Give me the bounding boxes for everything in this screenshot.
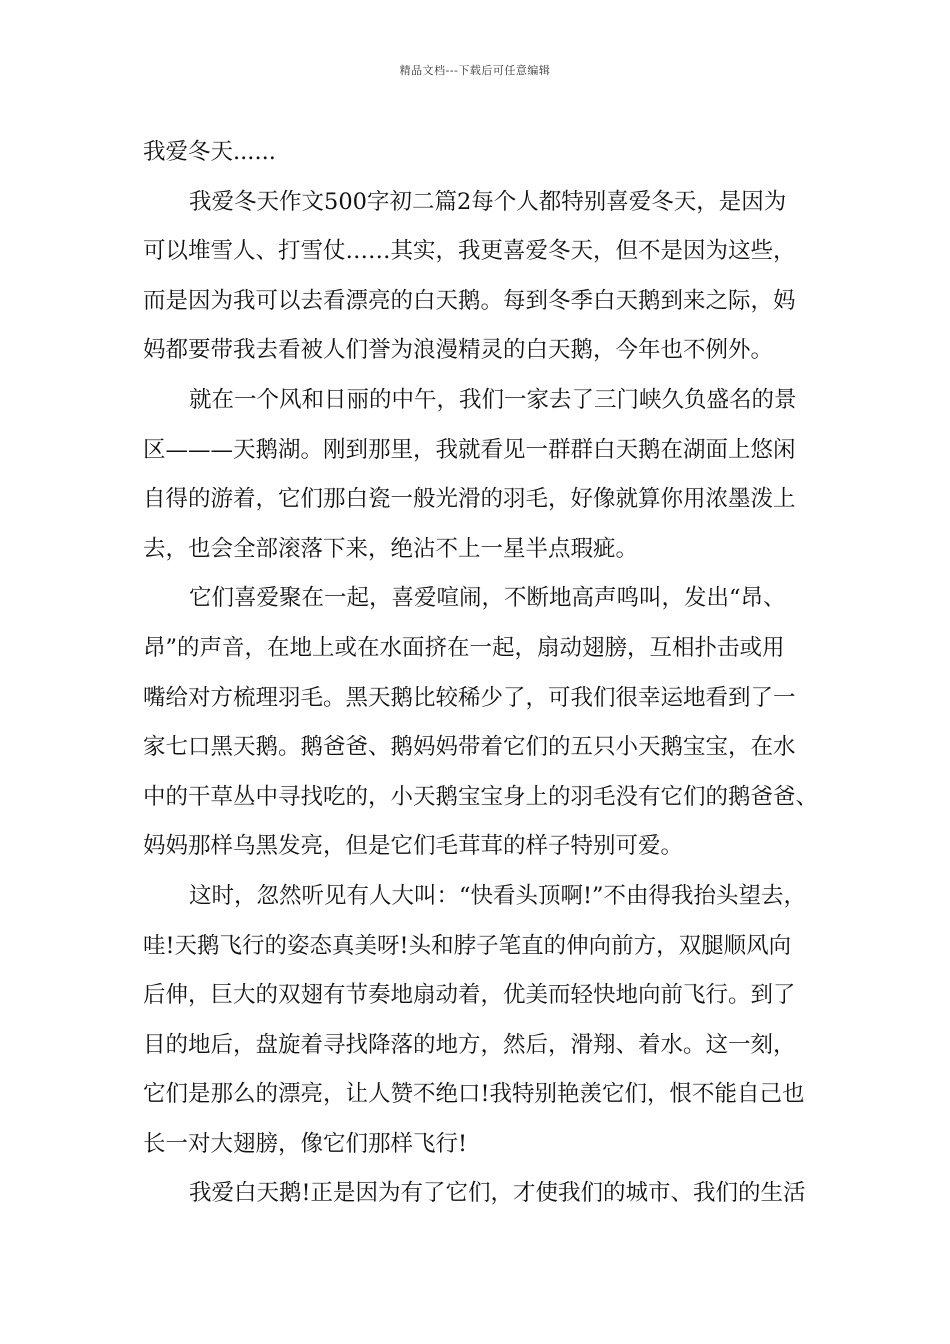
text-line: 它们喜爱聚在一起，喜爱喧闹，不断地高声鸣叫，发出“昂、 [189, 585, 786, 612]
text-line: 可以堆雪人、打雪仗……其实，我更喜爱冬天，但不是因为这些， [143, 238, 796, 265]
text-line: 而是因为我可以去看漂亮的白天鹅。每到冬季白天鹅到来之际，妈 [143, 287, 796, 314]
text-line: 我爱冬天作文500字初二篇2每个人都特别喜爱冬天，是因为 [189, 188, 787, 215]
text-line: 妈都要带我去看被人们誉为浪漫精灵的白天鹅，今年也不例外。 [143, 337, 774, 364]
text-line: 昂”的声音，在地上或在水面挤在一起，扇动翅膀，互相扑击或用 [143, 634, 785, 661]
text-line: 中的干草丛中寻找吃的，小天鹅宝宝身上的羽毛没有它们的鹅爸爸、 [143, 783, 819, 810]
text-line: 我爱白天鹅!正是因为有了它们，才使我们的城市、我们的生活 [189, 1180, 806, 1207]
text-line: 去，也会全部滚落下来，绝沾不上一星半点瑕疵。 [143, 535, 639, 562]
text-line: 家七口黑天鹅。鹅爸爸、鹅妈妈带着它们的五只小天鹅宝宝，在水 [143, 734, 796, 761]
text-line: 后伸，巨大的双翅有节奏地扇动着，优美而轻快地向前飞行。到了 [143, 982, 796, 1009]
text-line: 就在一个风和日丽的中午，我们一家去了三门峡久负盛名的景 [189, 386, 797, 413]
text-line: 它们是那么的漂亮，让人赞不绝口!我特别艳羡它们，恨不能自己也 [143, 1081, 805, 1108]
page-header: 精品文档---下载后可任意编辑 [399, 64, 551, 77]
text-line: 我爱冬天...... [143, 139, 276, 165]
text-line: 哇!天鹅飞行的姿态真美呀!头和脖子笔直的伸向前方，双腿顺风向 [143, 932, 792, 959]
text-line: 自得的游着，它们那白瓷一般光滑的羽毛，好像就算你用浓墨泼上 [143, 486, 796, 513]
essay-body [143, 128, 819, 1219]
text-line: 这时，忽然听见有人大叫：“快看头顶啊!”不由得我抬头望去， [189, 882, 807, 909]
text-line: 长一对大翅膀，像它们那样飞行! [143, 1130, 468, 1157]
text-line: 区———天鹅湖。刚到那里，我就看见一群群白天鹅在湖面上悠闲 [143, 436, 796, 463]
text-line: 嘴给对方梳理羽毛。黑天鹅比较稀少了，可我们很幸运地看到了一 [143, 684, 796, 711]
text-line: 妈妈那样乌黑发亮，但是它们毛茸茸的样子特别可爱。 [143, 833, 684, 860]
text-line: 目的地后，盘旋着寻找降落的地方，然后，滑翔、着水。这一刻， [143, 1031, 796, 1058]
